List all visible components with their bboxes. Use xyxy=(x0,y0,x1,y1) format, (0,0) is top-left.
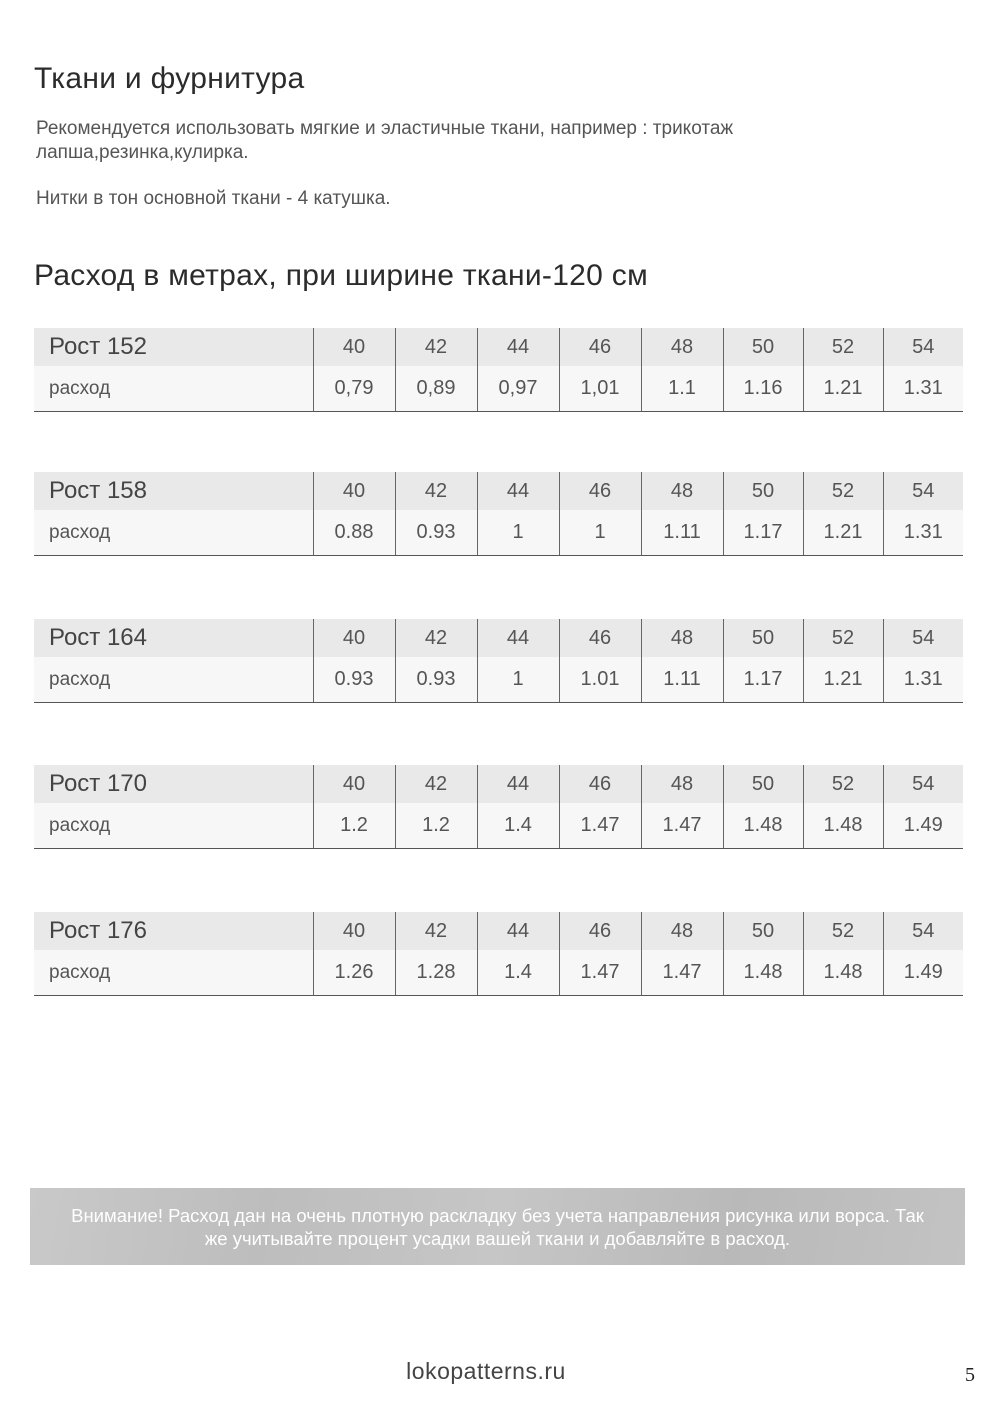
fabrics-description: Рекомендуется использовать мягкие и эластичные ткани, например : трикотаж лапша,резинка,кулирка. xyxy=(36,118,734,163)
consumption-value: 0.93 xyxy=(395,510,477,556)
size-cell: 52 xyxy=(803,472,883,510)
size-cell: 40 xyxy=(313,328,395,366)
size-cell: 50 xyxy=(723,912,803,950)
consumption-value: 1.47 xyxy=(641,803,723,849)
size-cell: 44 xyxy=(477,472,559,510)
size-cell: 48 xyxy=(641,328,723,366)
size-cell: 48 xyxy=(641,619,723,657)
height-label: Рост 176 xyxy=(34,912,313,950)
size-cell: 40 xyxy=(313,912,395,950)
size-cell: 40 xyxy=(313,765,395,803)
consumption-table xyxy=(34,619,963,703)
consumption-value: 1,01 xyxy=(559,366,641,412)
size-cell: 42 xyxy=(395,765,477,803)
consumption-value: 1.49 xyxy=(883,803,963,849)
size-cell: 42 xyxy=(395,472,477,510)
size-cell: 54 xyxy=(883,619,963,657)
size-cell: 42 xyxy=(395,619,477,657)
size-cell: 48 xyxy=(641,912,723,950)
warning-notice-text: Внимание! Расход дан на очень плотную раскладку без учета направления рисунка или ворса. Так же учитывайте процент усадки вашей ткани и добавляйте в расход. xyxy=(71,1204,924,1249)
consumption-value: 1.31 xyxy=(883,366,963,412)
consumption-value: 1.31 xyxy=(883,657,963,703)
consumption-row xyxy=(34,803,963,849)
website-link[interactable]: lokopatterns.ru xyxy=(406,1358,566,1384)
size-cell: 52 xyxy=(803,912,883,950)
consumption-value: 1.48 xyxy=(803,950,883,996)
size-cell: 40 xyxy=(313,619,395,657)
size-cell: 44 xyxy=(477,912,559,950)
consumption-value: 1.21 xyxy=(803,657,883,703)
consumption-value: 0.93 xyxy=(395,657,477,703)
consumption-row xyxy=(34,510,963,556)
size-cell: 50 xyxy=(723,328,803,366)
size-cell: 52 xyxy=(803,765,883,803)
consumption-value: 1.49 xyxy=(883,950,963,996)
size-header-row xyxy=(34,472,963,510)
consumption-row xyxy=(34,950,963,996)
size-cell: 50 xyxy=(723,765,803,803)
height-label: Рост 164 xyxy=(34,619,313,657)
consumption-value: 0.93 xyxy=(313,657,395,703)
consumption-value: 1.2 xyxy=(395,803,477,849)
size-cell: 54 xyxy=(883,765,963,803)
size-cell: 50 xyxy=(723,472,803,510)
consumption-value: 1.47 xyxy=(559,803,641,849)
size-cell: 46 xyxy=(559,765,641,803)
height-label: Рост 170 xyxy=(34,765,313,803)
consumption-value: 1.48 xyxy=(803,803,883,849)
consumption-value: 0,79 xyxy=(313,366,395,412)
size-cell: 40 xyxy=(313,472,395,510)
consumption-table xyxy=(34,472,963,556)
size-header-row xyxy=(34,619,963,657)
consumption-value: 1.4 xyxy=(477,950,559,996)
consumption-value: 1.2 xyxy=(313,803,395,849)
consumption-value: 1.4 xyxy=(477,803,559,849)
consumption-label: расход xyxy=(34,657,313,703)
size-header-row xyxy=(34,328,963,366)
size-cell: 44 xyxy=(477,619,559,657)
consumption-value: 1.17 xyxy=(723,510,803,556)
size-cell: 52 xyxy=(803,619,883,657)
warning-notice xyxy=(30,1188,965,1265)
consumption-value: 1 xyxy=(559,510,641,556)
height-label: Рост 158 xyxy=(34,472,313,510)
consumption-title: Расход в метрах, при ширине ткани-120 см xyxy=(34,259,649,292)
fabrics-title: Ткани и фурнитура xyxy=(34,62,305,95)
size-cell: 48 xyxy=(641,765,723,803)
consumption-label: расход xyxy=(34,510,313,556)
consumption-table xyxy=(34,328,963,412)
consumption-row xyxy=(34,657,963,703)
consumption-value: 1 xyxy=(477,510,559,556)
consumption-value: 1 xyxy=(477,657,559,703)
consumption-value: 1.21 xyxy=(803,366,883,412)
size-cell: 44 xyxy=(477,328,559,366)
consumption-value: 1.21 xyxy=(803,510,883,556)
consumption-value: 1.1 xyxy=(641,366,723,412)
consumption-table xyxy=(34,912,963,996)
consumption-value: 1.01 xyxy=(559,657,641,703)
consumption-value: 0,97 xyxy=(477,366,559,412)
height-label: Рост 152 xyxy=(34,328,313,366)
size-cell: 54 xyxy=(883,912,963,950)
size-header-row xyxy=(34,765,963,803)
size-cell: 42 xyxy=(395,912,477,950)
consumption-value: 1.11 xyxy=(641,510,723,556)
size-cell: 44 xyxy=(477,765,559,803)
consumption-value: 1.16 xyxy=(723,366,803,412)
consumption-label: расход xyxy=(34,950,313,996)
page-number: 5 xyxy=(965,1364,975,1386)
size-cell: 46 xyxy=(559,328,641,366)
size-cell: 48 xyxy=(641,472,723,510)
consumption-value: 1.31 xyxy=(883,510,963,556)
size-cell: 52 xyxy=(803,328,883,366)
consumption-value: 1.17 xyxy=(723,657,803,703)
consumption-value: 1.28 xyxy=(395,950,477,996)
consumption-label: расход xyxy=(34,803,313,849)
size-cell: 46 xyxy=(559,472,641,510)
consumption-value: 1.47 xyxy=(559,950,641,996)
consumption-table xyxy=(34,765,963,849)
size-cell: 46 xyxy=(559,619,641,657)
size-cell: 50 xyxy=(723,619,803,657)
consumption-value: 1.11 xyxy=(641,657,723,703)
size-cell: 54 xyxy=(883,472,963,510)
consumption-value: 1.26 xyxy=(313,950,395,996)
consumption-label: расход xyxy=(34,366,313,412)
consumption-value: 0,89 xyxy=(395,366,477,412)
consumption-value: 0.88 xyxy=(313,510,395,556)
consumption-value: 1.48 xyxy=(723,803,803,849)
size-header-row xyxy=(34,912,963,950)
size-cell: 42 xyxy=(395,328,477,366)
threads-note: Нитки в тон основной ткани - 4 катушка. xyxy=(36,188,391,209)
consumption-row xyxy=(34,366,963,412)
size-cell: 46 xyxy=(559,912,641,950)
consumption-value: 1.47 xyxy=(641,950,723,996)
consumption-value: 1.48 xyxy=(723,950,803,996)
size-cell: 54 xyxy=(883,328,963,366)
